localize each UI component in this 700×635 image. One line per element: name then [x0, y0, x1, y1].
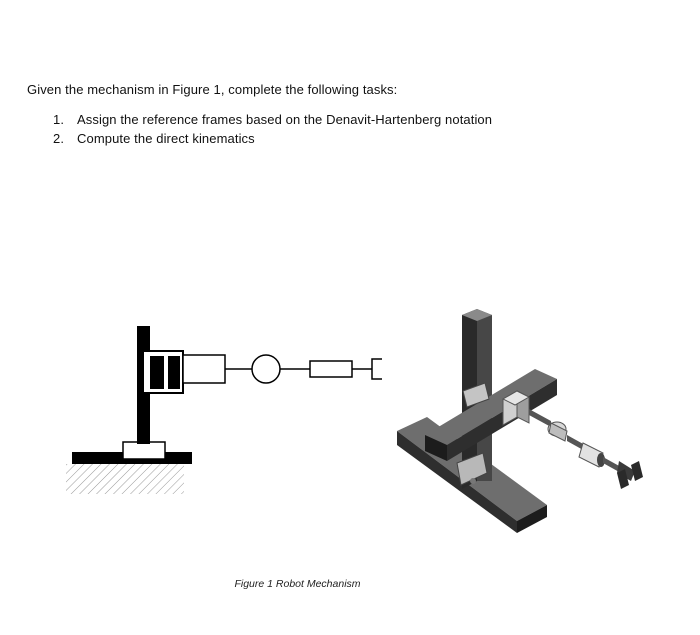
carriage-slot [164, 356, 168, 389]
robot-3d-figure [385, 295, 655, 545]
robot-schematic-figure [60, 318, 400, 498]
ground-hatch [66, 464, 184, 494]
gripper [372, 359, 382, 379]
carriage-inner-right [168, 356, 180, 389]
task-text: Compute the direct kinematics [77, 131, 255, 146]
task-number: 2. [53, 131, 65, 146]
carriage-inner-left [150, 356, 164, 389]
base-block [123, 442, 165, 459]
task-text: Assign the reference frames based on the Denavit-Hartenberg notation [77, 112, 493, 127]
horizontal-arm [183, 355, 225, 383]
intro-text: Given the mechanism in Figure 1, complete the following tasks: [27, 82, 398, 97]
figure-caption: Figure 1 Robot Mechanism [234, 578, 361, 590]
shaft-1 [529, 409, 551, 427]
bracket-bolt [470, 478, 476, 484]
gripper-finger-1 [631, 461, 643, 481]
revolute-joint [252, 355, 280, 383]
task-number: 1. [53, 112, 65, 127]
prismatic-link [310, 361, 352, 377]
